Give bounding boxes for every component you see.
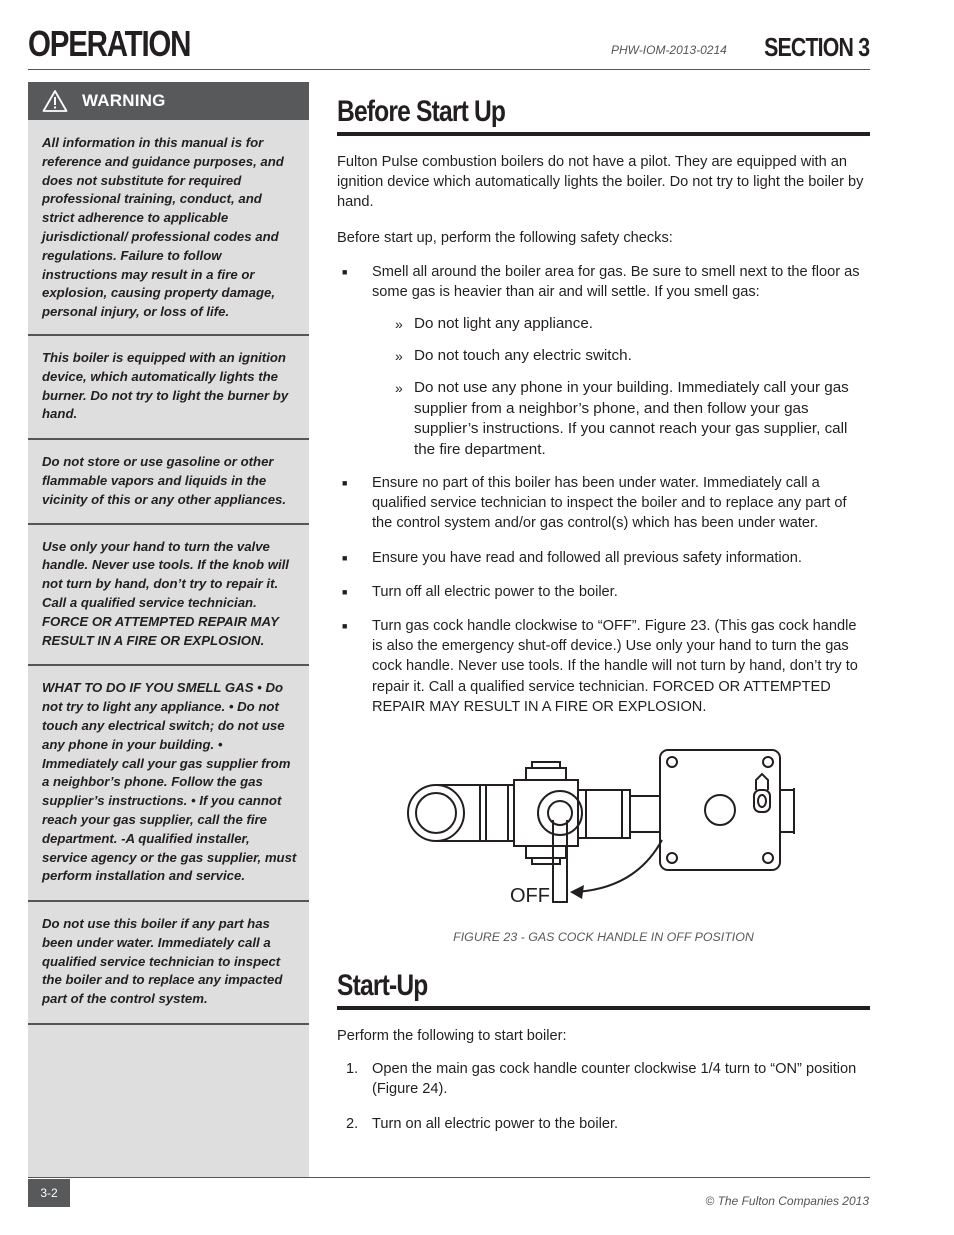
step-number: 1. <box>346 1061 359 1078</box>
list-item <box>337 1059 870 1099</box>
warning-header <box>28 82 309 120</box>
start-up-section <box>337 968 870 1134</box>
before-start-heading: Before Start Up <box>337 95 506 128</box>
bullet-square-icon: ■ <box>342 266 348 277</box>
bullet-text: Ensure no part of this boiler has been under water. Immediately call a qualified service technician to inspect the boiler and to replace any part of the control system and/or gas control(s) which has been under water. <box>372 475 847 532</box>
header-divider <box>28 69 870 70</box>
warning-title: WARNING <box>82 91 166 110</box>
start-up-steps <box>337 1059 870 1134</box>
smell-gas-sublist <box>337 314 870 461</box>
warning-triangle-icon <box>42 89 68 113</box>
figure-caption: FIGURE 23 - GAS COCK HANDLE IN OFF POSITION <box>453 930 754 944</box>
step-text: Turn on all electric power to the boiler. <box>372 1115 619 1132</box>
list-item <box>337 378 870 461</box>
warning-block-valve-handle: Use only your hand to turn the valve handle. Never use tools. If the knob will not turn by hand, don’t try to repair it. Call a qualified service technician. FORCE OR ATTEMPTED REPAIR MAY RESULT IN A FIRE OR EXPLOSION. <box>28 525 309 667</box>
bullet-square-icon: ■ <box>342 552 348 563</box>
start-up-rule <box>337 1006 870 1010</box>
section-label: SECTION 3 <box>763 32 869 62</box>
warning-block-smell-gas: WHAT TO DO IF YOU SMELL GAS • Do not try to light any appliance. • Do not touch any electrical switch; do not use any phone in your building. • Immediately call your gas supplier from a neighbor’s phone. Follow the gas supplier’s instructions. • If you cannot reach your gas supplier, call the fire department. -A qualified installer, service agency or the gas supplier, must perform installation and service. <box>28 666 309 902</box>
before-start-intro: Fulton Pulse combustion boilers do not have a pilot. They are equipped with an ignition device which automatically lights the boiler. Do not try to light the boiler by hand. <box>337 154 864 211</box>
document-code: PHW-IOM-2013-0214 <box>611 43 727 57</box>
off-label: OFF <box>510 885 550 907</box>
bullet-square-icon: ■ <box>342 478 348 488</box>
list-item <box>337 582 870 602</box>
list-item <box>337 262 870 302</box>
sub-bullet-icon: » <box>395 316 403 333</box>
list-item <box>337 1114 870 1134</box>
page-title: OPERATION <box>28 23 191 64</box>
bullet-text: Ensure you have read and followed all previous safety information. <box>372 549 802 566</box>
warning-block-general: All information in this manual is for reference and guidance purposes, and does not substitute for required professional training, conduct, and strict adherence to applicable jurisdictional/ professional codes and regulations. Failure to follow instructions may result in a fire or explosion, causing property damage, personal injury, or loss of life. <box>28 120 309 336</box>
bullet-text: Turn off all electric power to the boiler. <box>372 583 618 600</box>
before-start-lead: Before start up, perform the following safety checks: <box>337 229 673 246</box>
bullet-text: Turn gas cock handle clockwise to “OFF”. Figure 23. (This gas cock handle is also the emergency shut-off device.) Use only your hand to turn the gas cock handle. Never use tools. If the handle will not turn by hand, don’t try to repair it. Call a qualified service technician. FORCED OR ATTEMPTED REPAIR MAY RESULT IN A FIRE OR EXPLOSION. <box>372 618 858 715</box>
sub-bullet-text: Do not light any appliance. <box>414 315 593 333</box>
gas-cock-figure <box>400 740 800 912</box>
sub-bullet-icon: » <box>395 379 403 396</box>
before-start-rule <box>337 132 870 136</box>
footer-divider <box>28 1177 870 1178</box>
bullet-square-icon: ■ <box>342 586 348 597</box>
step-text: Open the main gas cock handle counter clockwise 1/4 turn to “ON” position (Figure 24). <box>372 1061 857 1098</box>
step-number: 2. <box>346 1115 359 1132</box>
list-item <box>337 616 870 717</box>
start-up-heading: Start-Up <box>337 969 428 1002</box>
page-number: 3-2 <box>28 1179 70 1207</box>
sub-bullet-text: Do not touch any electric switch. <box>414 347 632 365</box>
list-item <box>337 314 870 335</box>
gas-cock-illustration <box>400 740 800 912</box>
safety-checks-list <box>337 262 870 302</box>
list-item <box>337 473 870 534</box>
bullet-square-icon: ■ <box>342 621 348 632</box>
warning-block-water-damage: Do not use this boiler if any part has been under water. Immediately call a qualified service technician to inspect the boiler and to replace any impacted part of the control system. <box>28 902 309 1025</box>
warning-block-flammables: Do not store or use gasoline or other flammable vapors and liquids in the vicinity of this or any other appliances. <box>28 440 309 524</box>
start-up-lead: Perform the following to start boiler: <box>337 1028 567 1044</box>
copyright: © The Fulton Companies 2013 <box>705 1194 869 1208</box>
list-item <box>337 346 870 367</box>
warning-block-ignition: This boiler is equipped with an ignition device, which automatically lights the burner. Do not try to light the burner by hand. <box>28 336 309 440</box>
warning-sidebar <box>28 82 309 1177</box>
bullet-text: Smell all around the boiler area for gas. Be sure to smell next to the floor as some gas is heavier than air and will settle. If you smell gas: <box>372 263 860 301</box>
sub-bullet-text: Do not use any phone in your building. Immediately call your gas supplier from a neighbor’s phone, and then follow your gas supplier’s instructions. If you cannot reach your gas supplier, call the fire department. <box>414 378 849 459</box>
sub-bullet-icon: » <box>395 348 403 365</box>
safety-checks-list-continued <box>337 473 870 717</box>
main-content <box>337 82 870 717</box>
list-item <box>337 548 870 568</box>
